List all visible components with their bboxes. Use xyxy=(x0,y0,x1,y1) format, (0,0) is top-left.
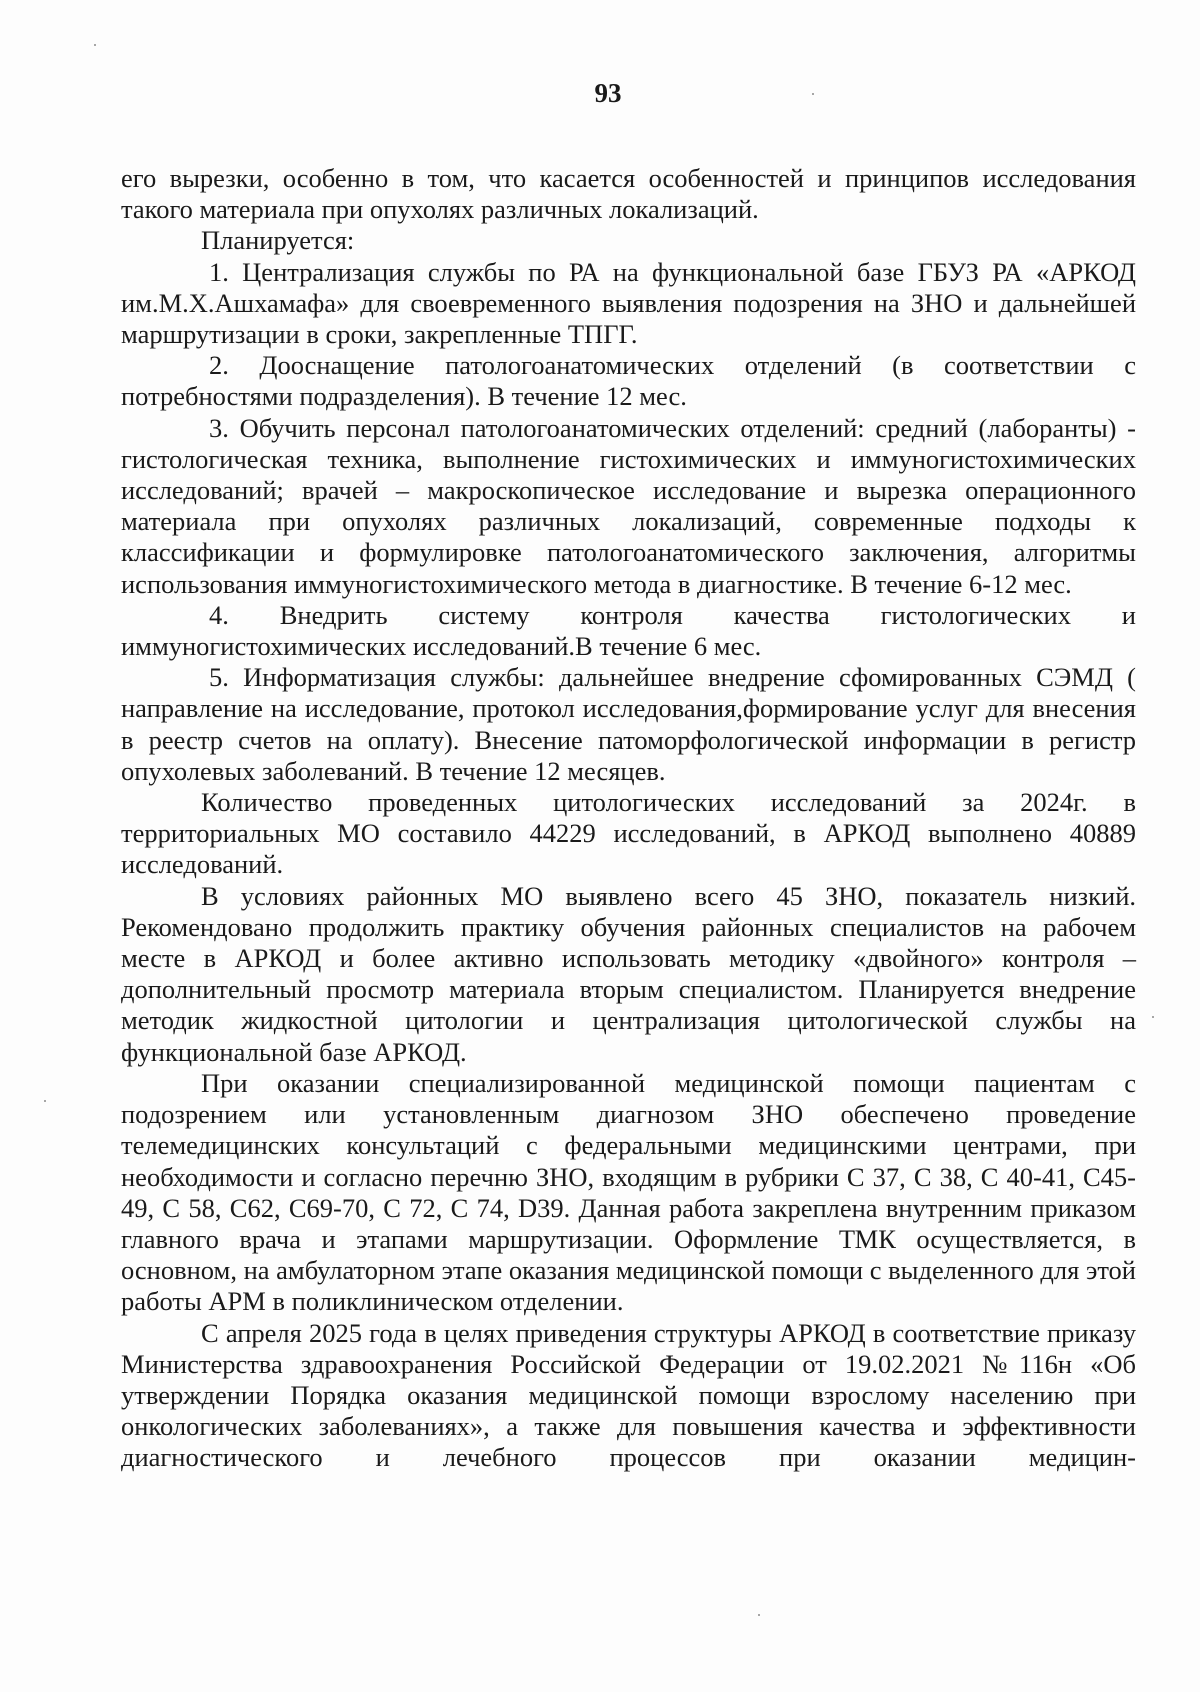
list-item-3: 3. Обучить персонал патологоанатомических отделений: средний (лаборанты) - гистологическая техника, выполнение гистохимических и иммуногистохимических исследований; врачей – макроскопическое исследование и вырезка операционного материала при опухолях различных локализаций, современные подходы к классификации и формулировке патологоанатомического заключения, алгоритмы использования иммуногистохимического метода в диагностике. В течение 6-12 мес. xyxy=(121,412,1136,599)
scan-speck xyxy=(44,1100,46,1102)
paragraph-continuation: его вырезки, особенно в том, что касается особенностей и принципов исследования такого материала при опухолях различных локализаций. xyxy=(121,163,1136,225)
list-item-5: 5. Информатизация службы: дальнейшее внедрение сфомированных СЭМД ( направление на исследование, протокол исследования,формирование услуг для внесения в реестр счетов на оплату). Внесение патоморфологической информации в регистр опухолевых заболеваний. В течение 12 месяцев. xyxy=(121,662,1136,786)
paragraph-telemedicine: При оказании специализированной медицинской помощи пациентам с подозрением или установленным диагнозом ЗНО обеспечено проведение телемедицинских консультаций с федеральными медицинскими центрами, при необходимости и согласно перечню ЗНО, входящим в рубрики С 37, С 38, С 40-41, С45-49, С 58, С62, С69-70, С 72, С 74, D39. Данная работа закреплена внутренним приказом главного врача и этапами маршрутизации. Оформление ТМК осуществляется, в основном, на амбулаторном этапе оказания медицинской помощи с выделенного для этой работы АРМ в поликлиническом отделении. xyxy=(121,1067,1136,1317)
paragraph-arkod-structure: С апреля 2025 года в целях приведения структуры АРКОД в соответствие приказу Министерства здравоохранения Российской Федерации от 19.02.2021 №116н «Об утверждении Порядка оказания медицинской помощи взрослому населению при онкологических заболеваниях», а также для повышения качества и эффективности диагностического и лечебного процессов при оказании медицин- xyxy=(121,1317,1136,1473)
paragraph-district-mo: В условиях районных МО выявлено всего 45 ЗНО, показатель низкий. Рекомендовано продолжить практику обучения районных специалистов на рабочем месте в АРКОД и более активно использовать методику «двойного» контроля – дополнительный просмотр материала вторым специалистом. Планируется внедрение методик жидкостной цитологии и централизация цитологической службы на функциональной базе АРКОД. xyxy=(121,880,1136,1067)
list-item-4: 4. Внедрить систему контроля качества гистологических и иммуногистохимических исследований.В течение 6 мес. xyxy=(121,599,1136,662)
scan-speck xyxy=(94,44,96,46)
scan-speck xyxy=(1152,1016,1154,1018)
paragraph-cytology-count: Количество проведенных цитологических исследований за 2024г. в территориальных МО составило 44229 исследований, в АРКОД выполнено 40889 исследований. xyxy=(121,787,1136,880)
page-number: 93 xyxy=(594,78,622,108)
paragraph-planned-heading: Планируется: xyxy=(201,225,355,256)
list-item-2: 2. Дооснащение патологоанатомических отделений (в соответствии с потребностями подразделения). В течение 12 мес. xyxy=(121,350,1136,412)
scan-speck xyxy=(758,1614,760,1616)
scan-speck xyxy=(812,93,814,95)
document-body xyxy=(121,163,1136,1474)
list-item-1: 1. Централизация службы по РА на функциональной базе ГБУЗ РА «АРКОД им.М.Х.Ашхамафа» для своевременного выявления подозрения на ЗНО и дальнейшей маршрутизации в сроки, закрепленные ТПГГ. xyxy=(121,256,1136,350)
